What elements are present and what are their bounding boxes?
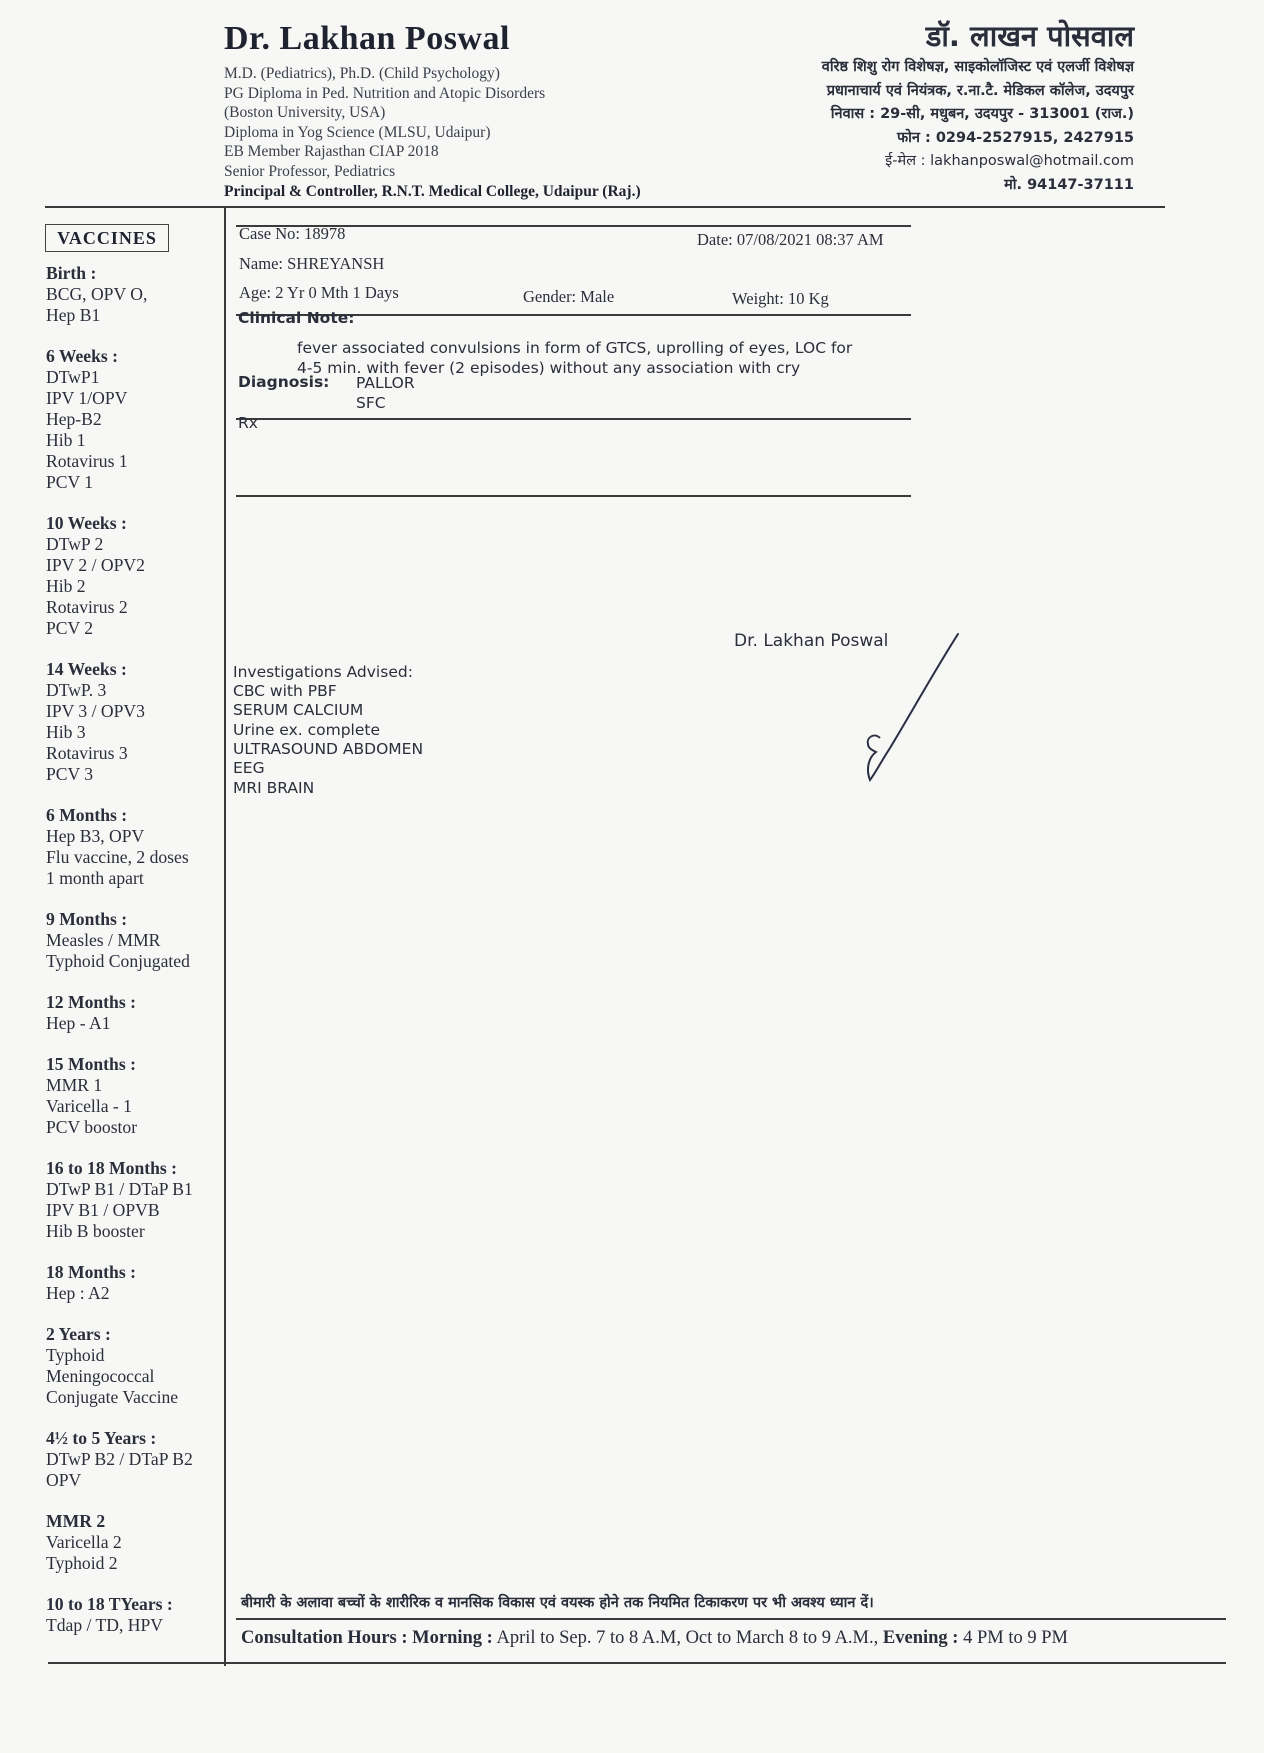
vaccine-item: Hep B3, OPV [46, 826, 145, 846]
vaccine-group [46, 346, 231, 493]
vaccine-item: Rotavirus 2 [46, 597, 128, 617]
investigation-item: ULTRASOUND ABDOMEN [233, 740, 424, 758]
mobile-line: मो. 94147-37111 [1004, 176, 1134, 193]
vaccine-item: Hep-B2 [46, 409, 102, 429]
vaccine-group [46, 1262, 231, 1304]
vaccine-group-heading: 6 Months : [46, 805, 128, 825]
diagnosis-item: PALLOR [356, 374, 415, 392]
evening-hours: 4 PM to 9 PM [963, 1628, 1068, 1648]
investigation-item: SERUM CALCIUM [233, 701, 364, 719]
vaccine-group-heading: 9 Months : [46, 909, 128, 929]
vaccine-item: Typhoid Conjugated [46, 951, 190, 971]
qualification-line: Diploma in Yog Science (MLSU, Udaipur) [224, 123, 491, 141]
hindi-phone: फोन : 0294-2527915, 2427915 [896, 129, 1134, 146]
vaccine-item: Meningococcal [46, 1366, 155, 1386]
vaccine-item: BCG, OPV O, [46, 284, 148, 304]
vaccine-group-heading: 16 to 18 Months : [46, 1158, 177, 1178]
vaccine-group-heading: 4½ to 5 Years : [46, 1428, 157, 1448]
vaccine-item: Hib B booster [46, 1221, 145, 1241]
clinical-note-line: 4-5 min. with fever (2 episodes) without any association with cry [297, 359, 801, 377]
vaccine-item: PCV 1 [46, 472, 94, 492]
vaccine-group-heading: 14 Weeks : [46, 659, 127, 679]
vaccine-item: Hib 3 [46, 722, 86, 742]
doctor-name: Dr. Lakhan Poswal [224, 20, 510, 57]
qualification-line: M.D. (Pediatrics), Ph.D. (Child Psychology) [224, 65, 500, 82]
vaccine-group-heading: Birth : [46, 263, 97, 283]
vaccine-item: Hep - A1 [46, 1013, 111, 1033]
vaccine-group [46, 1428, 231, 1491]
header-divider [45, 206, 1165, 208]
vaccine-item: Measles / MMR [46, 930, 161, 950]
patient-age: Age: 2 Yr 0 Mth 1 Days [239, 283, 399, 302]
vaccine-item: IPV B1 / OPVB [46, 1200, 160, 1220]
vaccine-item: PCV 2 [46, 618, 94, 638]
vaccine-group-heading: 10 to 18 TYears : [46, 1594, 173, 1614]
vaccine-group [46, 1594, 231, 1636]
morning-hours: April to Sep. 7 to 8 A.M, Oct to March 8 to 9 A.M., [496, 1628, 879, 1648]
investigations-label: Investigations Advised: [233, 663, 413, 681]
signature-name: Dr. Lakhan Poswal [734, 631, 889, 651]
vaccine-item: Varicella 2 [46, 1532, 122, 1552]
vaccine-group [46, 1511, 231, 1574]
rx-rule [236, 495, 911, 497]
hindi-address: निवास : 29-सी, मधुबन, उदयपुर - 313001 (राज.) [830, 106, 1134, 122]
vaccine-item: 1 month apart [46, 868, 144, 888]
vaccine-group [46, 992, 231, 1034]
hindi-line: वरिष्ठ शिशु रोग विशेषज्ञ, साइकोलॉजिस्ट एवं एलर्जी विशेषज्ञ [821, 59, 1134, 75]
vaccine-group [46, 1324, 231, 1408]
vaccine-item: PCV 3 [46, 764, 94, 784]
vaccine-group-heading: 6 Weeks : [46, 346, 119, 366]
position-line: Principal & Controller, R.N.T. Medical College, Udaipur (Raj.) [224, 182, 641, 200]
vaccine-group-heading: 10 Weeks : [46, 513, 127, 533]
clinical-note-label: Clinical Note: [238, 309, 355, 327]
vaccine-item: Rotavirus 3 [46, 743, 128, 763]
diagnosis-label: Diagnosis: [238, 373, 330, 391]
vaccine-item: Rotavirus 1 [46, 451, 128, 471]
vaccine-item: MMR 1 [46, 1075, 103, 1095]
vaccine-group [46, 1158, 231, 1242]
hindi-line: प्रधानाचार्य एवं नियंत्रक, र.ना.टै. मेडिकल कॉलेज, उदयपुर [826, 82, 1134, 99]
evening-label: Evening : [882, 1628, 959, 1648]
visit-date: Date: 07/08/2021 08:37 AM [697, 230, 884, 249]
vaccine-group-heading: 18 Months : [46, 1262, 136, 1282]
vaccine-group-heading: MMR 2 [46, 1511, 106, 1531]
vaccine-item: IPV 1/OPV [46, 388, 128, 408]
vaccine-group [46, 909, 231, 972]
vaccine-item: OPV [46, 1470, 82, 1490]
patient-weight: Weight: 10 Kg [732, 289, 829, 308]
vaccine-schedule [46, 263, 231, 1656]
vaccine-item: Hib 1 [46, 430, 86, 450]
vaccine-item: Tdap / TD, HPV [46, 1615, 163, 1635]
morning-label: Morning : [412, 1628, 493, 1648]
hindi-footer-note: बीमारी के अलावा बच्चों के शारीरिक व मानसिक विकास एवं वयस्क होने तक नियमित टिकाकरण पर भी अवश्य ध्यान दें। [241, 1595, 874, 1611]
diagnosis-rule [236, 418, 911, 420]
vaccine-group [46, 263, 231, 326]
investigation-item: CBC with PBF [233, 682, 337, 700]
investigation-item: MRI BRAIN [233, 779, 315, 797]
vaccine-item: Hep : A2 [46, 1283, 110, 1303]
signature-icon [840, 630, 970, 790]
vaccine-item: DTwP B1 / DTaP B1 [46, 1179, 193, 1199]
qualification-line: Senior Professor, Pediatrics [224, 162, 396, 180]
qualification-line: EB Member Rajasthan CIAP 2018 [224, 143, 439, 161]
hindi-header [822, 16, 1134, 197]
footer-rule-bottom [48, 1662, 1226, 1664]
vaccine-item: Flu vaccine, 2 doses [46, 847, 189, 867]
footer-rule-top [236, 1618, 1226, 1620]
vaccine-item: Hep B1 [46, 305, 101, 325]
vaccine-item: IPV 2 / OPV2 [46, 555, 145, 575]
vaccine-group [46, 513, 231, 639]
rx-symbol: Rx [238, 414, 258, 432]
vaccine-group [46, 1054, 231, 1138]
case-number: Case No: 18978 [239, 224, 346, 243]
clinical-note-line: fever associated convulsions in form of GTCS, uprolling of eyes, LOC for [297, 339, 853, 357]
vaccines-title: VACCINES [45, 224, 169, 252]
vaccine-item: Typhoid 2 [46, 1553, 118, 1573]
vaccine-group [46, 659, 231, 785]
vaccine-item: Hib 2 [46, 576, 86, 596]
vaccine-item: DTwP 2 [46, 534, 104, 554]
patient-name: Name: SHREYANSH [239, 254, 385, 273]
vaccine-group-heading: 12 Months : [46, 992, 136, 1012]
vaccine-item: DTwP1 [46, 367, 100, 387]
hindi-doctor-name: डॉ. लाखन पोसवाल [925, 19, 1134, 53]
vaccine-group-heading: 15 Months : [46, 1054, 136, 1074]
qualifications-block [224, 64, 641, 201]
patient-gender: Gender: Male [523, 287, 615, 306]
consult-label: Consultation Hours : [241, 1628, 408, 1648]
investigation-item: Urine ex. complete [233, 721, 381, 739]
qualification-line: PG Diploma in Ped. Nutrition and Atopic Disorders [224, 84, 546, 102]
diagnosis-item: SFC [356, 394, 386, 412]
qualification-line: (Boston University, USA) [224, 104, 386, 122]
vaccine-item: PCV boostor [46, 1117, 138, 1137]
consultation-hours [241, 1628, 1068, 1649]
vaccine-item: Varicella - 1 [46, 1096, 132, 1116]
vaccine-group-heading: 2 Years : [46, 1324, 111, 1344]
vaccine-item: DTwP. 3 [46, 680, 107, 700]
vaccine-item: Conjugate Vaccine [46, 1387, 179, 1407]
vaccine-item: IPV 3 / OPV3 [46, 701, 145, 721]
vaccine-item: DTwP B2 / DTaP B2 [46, 1449, 193, 1469]
investigation-item: EEG [233, 759, 265, 777]
vaccine-item: Typhoid [46, 1345, 105, 1365]
email-line: ई-मेल : lakhanposwal@hotmail.com [885, 153, 1134, 169]
vaccine-group [46, 805, 231, 889]
